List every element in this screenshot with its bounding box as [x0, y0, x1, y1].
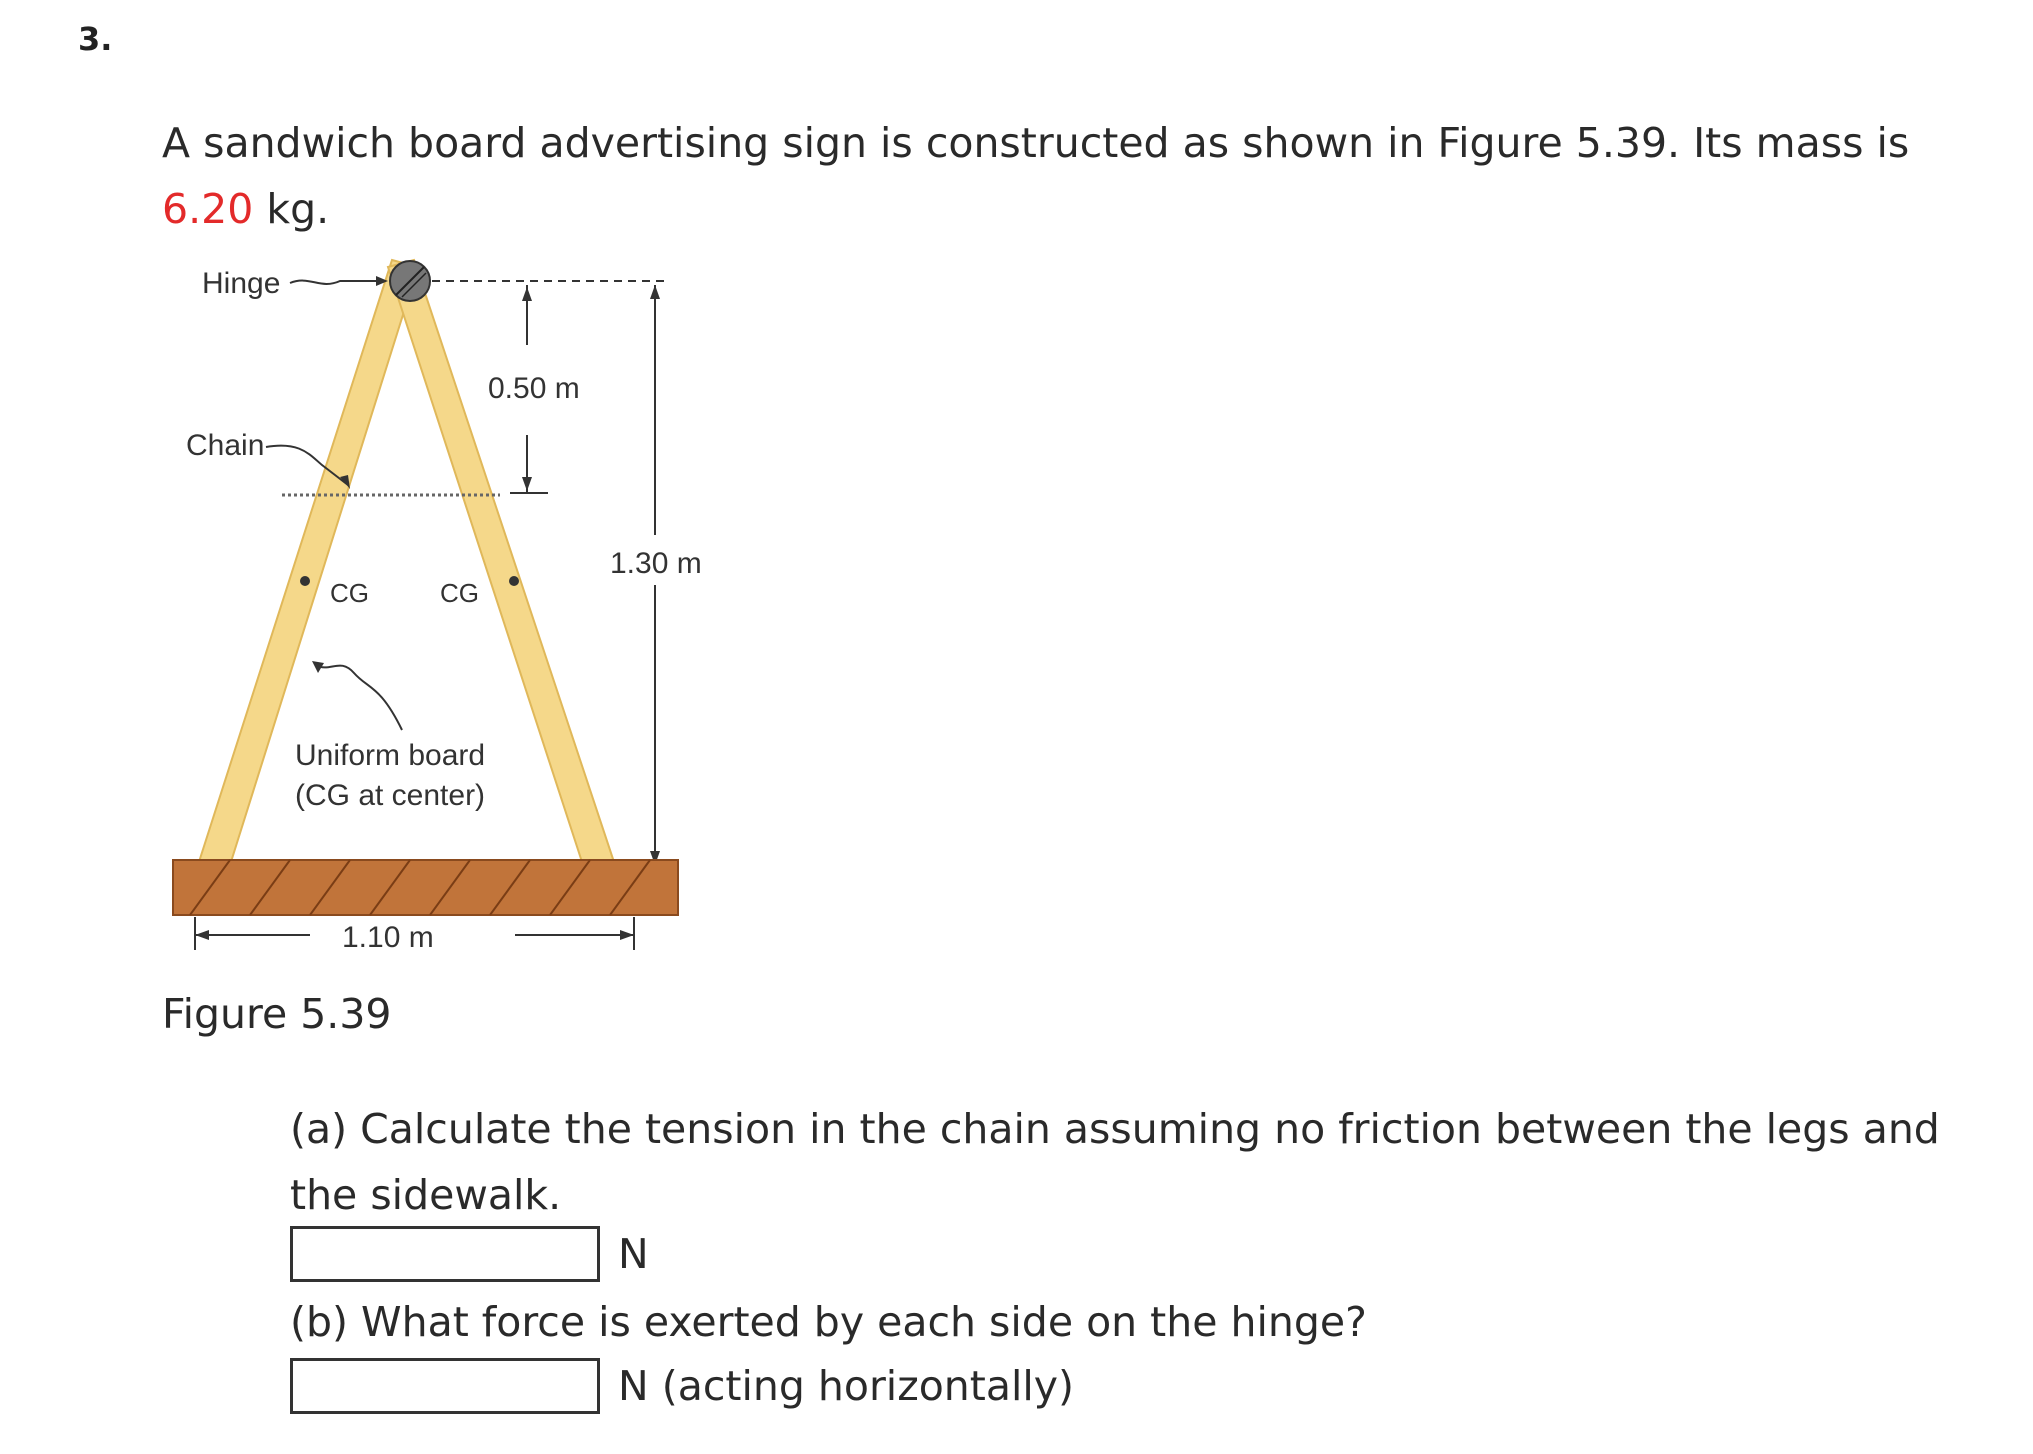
- cg-left-label: CG: [330, 578, 369, 608]
- part-a-question: (a) Calculate the tension in the chain assuming no friction between the legs and the sidewalk.: [290, 1105, 1940, 1219]
- part-a-unit: N: [618, 1230, 649, 1278]
- intro-text: A sandwich board advertising sign is constructed as shown in Figure 5.39. Its mass is: [162, 119, 1910, 167]
- left-board: [198, 260, 418, 865]
- mass-value: 6.20: [162, 185, 254, 233]
- dim-top-label: 0.50 m: [488, 372, 580, 405]
- figure-diagram: [170, 245, 730, 975]
- cg-left-dot: [300, 576, 310, 586]
- sandwich-board-figure: [170, 245, 730, 975]
- sidewalk: [173, 860, 678, 915]
- chain-label: Chain: [186, 429, 265, 462]
- dim-base-label: 1.10 m: [342, 921, 434, 954]
- problem-statement: [162, 110, 2012, 242]
- question-number: 3.: [78, 20, 113, 58]
- part-a-answer-row: [290, 1226, 649, 1282]
- figure-caption: Figure 5.39: [162, 990, 392, 1038]
- part-b-unit: N (acting horizontally): [618, 1362, 1075, 1410]
- mass-unit: kg.: [266, 185, 330, 233]
- board-label-line1: Uniform board: [295, 739, 486, 772]
- right-board: [388, 260, 615, 865]
- cg-right-label: CG: [440, 578, 479, 608]
- cg-right-dot: [509, 576, 519, 586]
- hinge-label: Hinge: [202, 267, 281, 300]
- board-label-line2: (CG at center): [295, 779, 486, 812]
- part-a-answer-input[interactable]: [290, 1226, 600, 1282]
- part-b-answer-row: [290, 1358, 1074, 1414]
- dim-height-label: 1.30 m: [610, 547, 702, 580]
- part-b-answer-input[interactable]: [290, 1358, 600, 1414]
- part-b-question: (b) What force is exerted by each side on the hinge?: [290, 1298, 1367, 1346]
